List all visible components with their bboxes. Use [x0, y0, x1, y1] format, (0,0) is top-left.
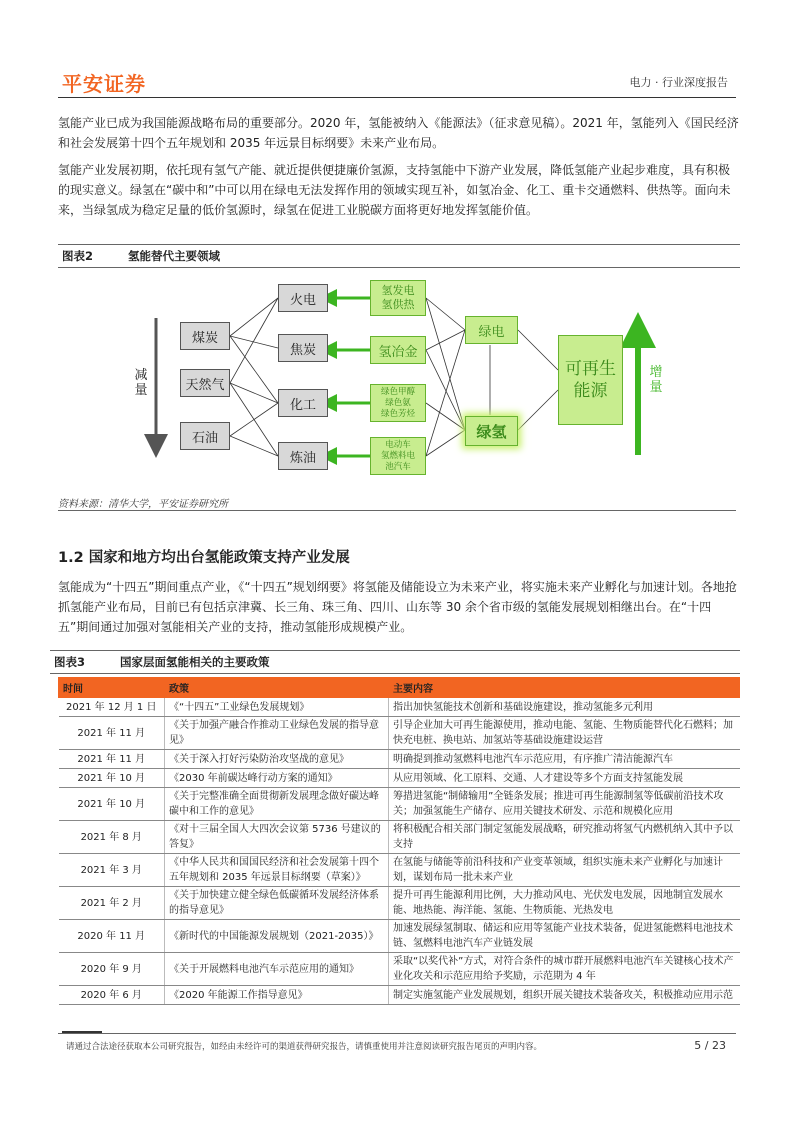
cell-time: 2021 年 3 月: [59, 854, 165, 887]
use-metallurgy: 氢冶金: [370, 336, 426, 364]
cell-content: 将积极配合相关部门制定氢能发展战略，研究推动将氢气内燃机纳入其中予以支持: [389, 821, 740, 854]
cell-policyname: 《中华人民共和国国民经济和社会发展第十四个五年规划和 2035 年远景目标纲要（草案）》: [165, 854, 389, 887]
table-row: [59, 750, 740, 769]
header-content: 主要内容: [389, 678, 740, 698]
use-green-chemicals: 绿色甲醇 绿色氨 绿色芳烃: [370, 384, 426, 422]
cell-time: 2020 年 9 月: [59, 953, 165, 986]
sector-coke: 焦炭: [278, 334, 328, 362]
fuel-oil: 石油: [180, 422, 230, 450]
page-number: 5 / 23: [694, 1039, 726, 1052]
renewable-energy: 可再生 能源: [558, 335, 623, 425]
section-heading: 1.2 国家和地方均出台氢能政策支持产业发展: [58, 550, 350, 566]
cell-content: 引导企业加大可再生能源使用，推动电能、氢能、生物质能替代化石燃料；加快充电桩、换电站、加氢站等基础设施建设运营: [389, 717, 740, 750]
table-row: [59, 953, 740, 986]
policy-table: [58, 677, 740, 1005]
cell-policyname: 《“十四五”工业绿色发展规划》: [165, 698, 389, 717]
cell-policyname: 《关于加强产融合作推动工业绿色发展的指导意见》: [165, 717, 389, 750]
cell-content: 制定实施氢能产业发展规划，组织开展关键技术装备攻关，积极推动应用示范: [389, 986, 740, 1005]
cell-content: 提升可再生能源利用比例，大力推动风电、光伏发电发展，因地制宜发展水能、地热能、海洋能、氢能、生物质能、光热发电: [389, 887, 740, 920]
figure2-source-divider: [58, 510, 736, 511]
cell-time: 2021 年 2 月: [59, 887, 165, 920]
fuel-coal: 煤炭: [180, 322, 230, 350]
policy-table-header: [59, 678, 740, 698]
cell-time: 2021 年 10 月: [59, 788, 165, 821]
cell-time: 2021 年 11 月: [59, 717, 165, 750]
figure2-number: 图表2: [62, 249, 94, 263]
cell-content: 在氢能与储能等前沿科技和产业变革领域，组织实施未来产业孵化与加速计划，谋划布局一批未来产业: [389, 854, 740, 887]
figure3-title-bar: [50, 650, 740, 674]
cell-content: 明确提到推动氢燃料电池汽车示范应用，有序推广清洁能源汽车: [389, 750, 740, 769]
increase-label: 增量: [649, 365, 663, 395]
table-row: [59, 698, 740, 717]
table-row: [59, 769, 740, 788]
section-paragraph: 氢能成为“十四五”期间重点产业，《“十四五”规划纲要》将氢能及储能设立为未来产业，将实施未来产业孵化与加速计划。各地抢抓氢能产业布局，目前已有包括京津冀、长三角、珠三角、四川、山东等 30 余个省市级的氢能发展规划相继出台。在“十四五”期间通过加强对氢能相关产业的支持，推动氢能形成规模产业。: [58, 580, 737, 634]
sector-thermal-power: 火电: [278, 284, 328, 312]
table-row: [59, 821, 740, 854]
figure2-title: 氢能替代主要领域: [128, 249, 221, 263]
sector-chemical: 化工: [278, 389, 328, 417]
cell-time: 2021 年 8 月: [59, 821, 165, 854]
fuel-sector-lines: [230, 298, 278, 456]
report-type: 电力 · 行业深度报告: [629, 76, 728, 89]
use-fuel-cell-vehicles: 电动车 氢燃料电 池汽车: [370, 437, 426, 475]
table-row: [59, 788, 740, 821]
table-row: [59, 920, 740, 953]
cell-time: 2020 年 6 月: [59, 986, 165, 1005]
cell-content: 从应用领域、化工原料、交通、人才建设等多个方面支持氢能发展: [389, 769, 740, 788]
cell-content: 指出加快氢能技术创新和基础设施建设，推动氢能多元利用: [389, 698, 740, 717]
cell-content: 加速发展绿氢制取、储运和应用等氢能产业技术装备，促进氢能燃料电池技术链、氢燃料电池汽车产业链发展: [389, 920, 740, 953]
intro-paragraph-2: 氢能产业发展初期，依托现有氢气产能、就近提供便捷廉价氢源，支持氢能中下游产业发展，降低氢能产业起步难度，具有积极的现实意义。绿氢在“碳中和”中可以用在绿电无法发挥作用的领域实现互补，如氢冶金、化工、重卡交通燃料、供热等。面向未来，当绿氢成为稳定足量的低价氢源时，绿氢在促进工业脱碳方面将更好地发挥氢能价值。: [58, 163, 731, 217]
company-logo: 平安证券: [62, 72, 146, 96]
cell-time: 2020 年 11 月: [59, 920, 165, 953]
green-power: 绿电: [465, 316, 518, 344]
decrease-label: 减量: [134, 368, 148, 398]
sector-refining: 炼油: [278, 442, 328, 470]
cell-time: 2021 年 11 月: [59, 750, 165, 769]
table-row: [59, 887, 740, 920]
cell-policyname: 《2020 年能源工作指导意见》: [165, 986, 389, 1005]
use-power-heat: 氢发电 氢供热: [370, 280, 426, 316]
cell-policyname: 《关于深入打好污染防治攻坚战的意见》: [165, 750, 389, 769]
cell-policyname: 《新时代的中国能源发展规划（2021-2035）》: [165, 920, 389, 953]
cell-content: 筹措进氢能“制储输用”全链条发展；推进可再生能源制氢等低碳前沿技术攻关；加强氢能生产储存、应用关键技术研发、示范和规模化应用: [389, 788, 740, 821]
footer-divider: [58, 1033, 736, 1034]
green-hydrogen: 绿氢: [465, 416, 518, 446]
figure2-title-bar: [58, 244, 740, 268]
cell-policyname: 《2030 年前碳达峰行动方案的通知》: [165, 769, 389, 788]
cell-policyname: 《对十三届全国人大四次会议第 5736 号建议的答复》: [165, 821, 389, 854]
cell-policyname: 《关于完整准确全面贯彻新发展理念做好碳达峰碳中和工作的意见》: [165, 788, 389, 821]
intro-paragraph-1: 氢能产业已成为我国能源战略布局的重要部分。2020 年，氢能被纳入《能源法》（征求意见稿）。2021 年，氢能列入《国民经济和社会发展第十四个五年规划和 2035 年远景目标纲要》未来产业布局。: [58, 116, 739, 150]
cell-content: 采取“以奖代补”方式，对符合条件的城市群开展燃料电池汽车关键核心技术产业化攻关和示范应用给予奖励，示范期为 4 年: [389, 953, 740, 986]
cell-policyname: 《关于加快建立健全绿色低碳循环发展经济体系的指导意见》: [165, 887, 389, 920]
green-arrows: [328, 298, 370, 456]
figure3-title: 国家层面氢能相关的主要政策: [120, 655, 270, 669]
cell-time: 2021 年 12 月 1 日: [59, 698, 165, 717]
footer-disclaimer: 请通过合法途径获取本公司研究报告，如经由未经许可的渠道获得研究报告，请慎重使用并注意阅读研究报告尾页的声明内容。: [66, 1042, 543, 1052]
header-time: 时间: [59, 678, 165, 698]
table-row: [59, 717, 740, 750]
fuel-natural-gas: 天然气: [180, 369, 230, 397]
cell-time: 2021 年 10 月: [59, 769, 165, 788]
figure3-number: 图表3: [54, 655, 86, 669]
table-row: [59, 854, 740, 887]
table-row: [59, 986, 740, 1005]
hydrogen-substitution-diagram: [120, 270, 680, 485]
header-divider: [58, 97, 736, 98]
cell-policyname: 《关于开展燃料电池汽车示范应用的通知》: [165, 953, 389, 986]
header-policy: 政策: [165, 678, 389, 698]
figure2-source: 资料来源：清华大学，平安证券研究所: [58, 499, 228, 510]
